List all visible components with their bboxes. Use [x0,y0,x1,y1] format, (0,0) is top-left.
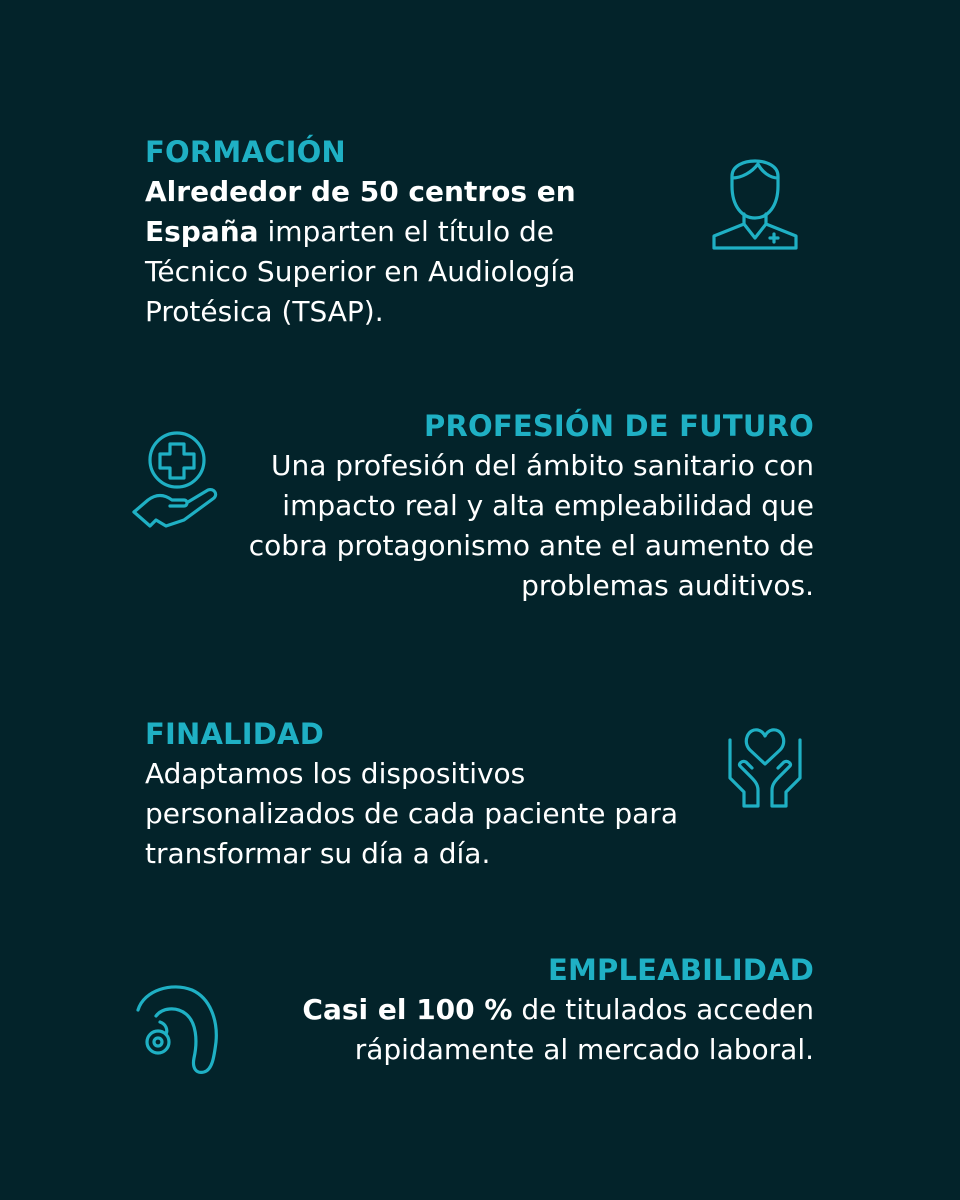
doctor-icon [708,148,802,252]
hearing-aid-icon [132,982,224,1076]
section-heading: FORMACIÓN [145,135,346,169]
section-body-highlight: Alrededor de 50 centros en España [145,175,576,248]
section-body-text: imparten el título de Técnico Superior en Audiología Protésica (TSAP). [145,215,576,328]
healthcare-hand-icon [130,430,222,532]
section-body [145,172,665,332]
section-heading: FINALIDAD [145,717,324,751]
section-profesion-de-futuro [224,408,814,606]
section-formacion [145,134,665,332]
section-finalidad [145,716,705,874]
section-body-highlight: Casi el 100 % [302,993,513,1026]
section-heading: EMPLEABILIDAD [547,953,814,987]
section-body-text: de titulados acceden rápidamente al mercado laboral. [354,993,814,1066]
heart-hands-icon [722,720,808,810]
section-empleabilidad [224,952,814,1070]
section-heading: PROFESIÓN DE FUTURO [423,409,814,443]
section-body: Una profesión del ámbito sanitario con impacto real y alta empleabilidad que cobra protagonismo ante el aumento de problemas auditivos. [248,449,814,602]
section-body: Adaptamos los dispositivos personalizados de cada paciente para transformar su día a día. [145,757,679,870]
section-body [224,990,814,1070]
